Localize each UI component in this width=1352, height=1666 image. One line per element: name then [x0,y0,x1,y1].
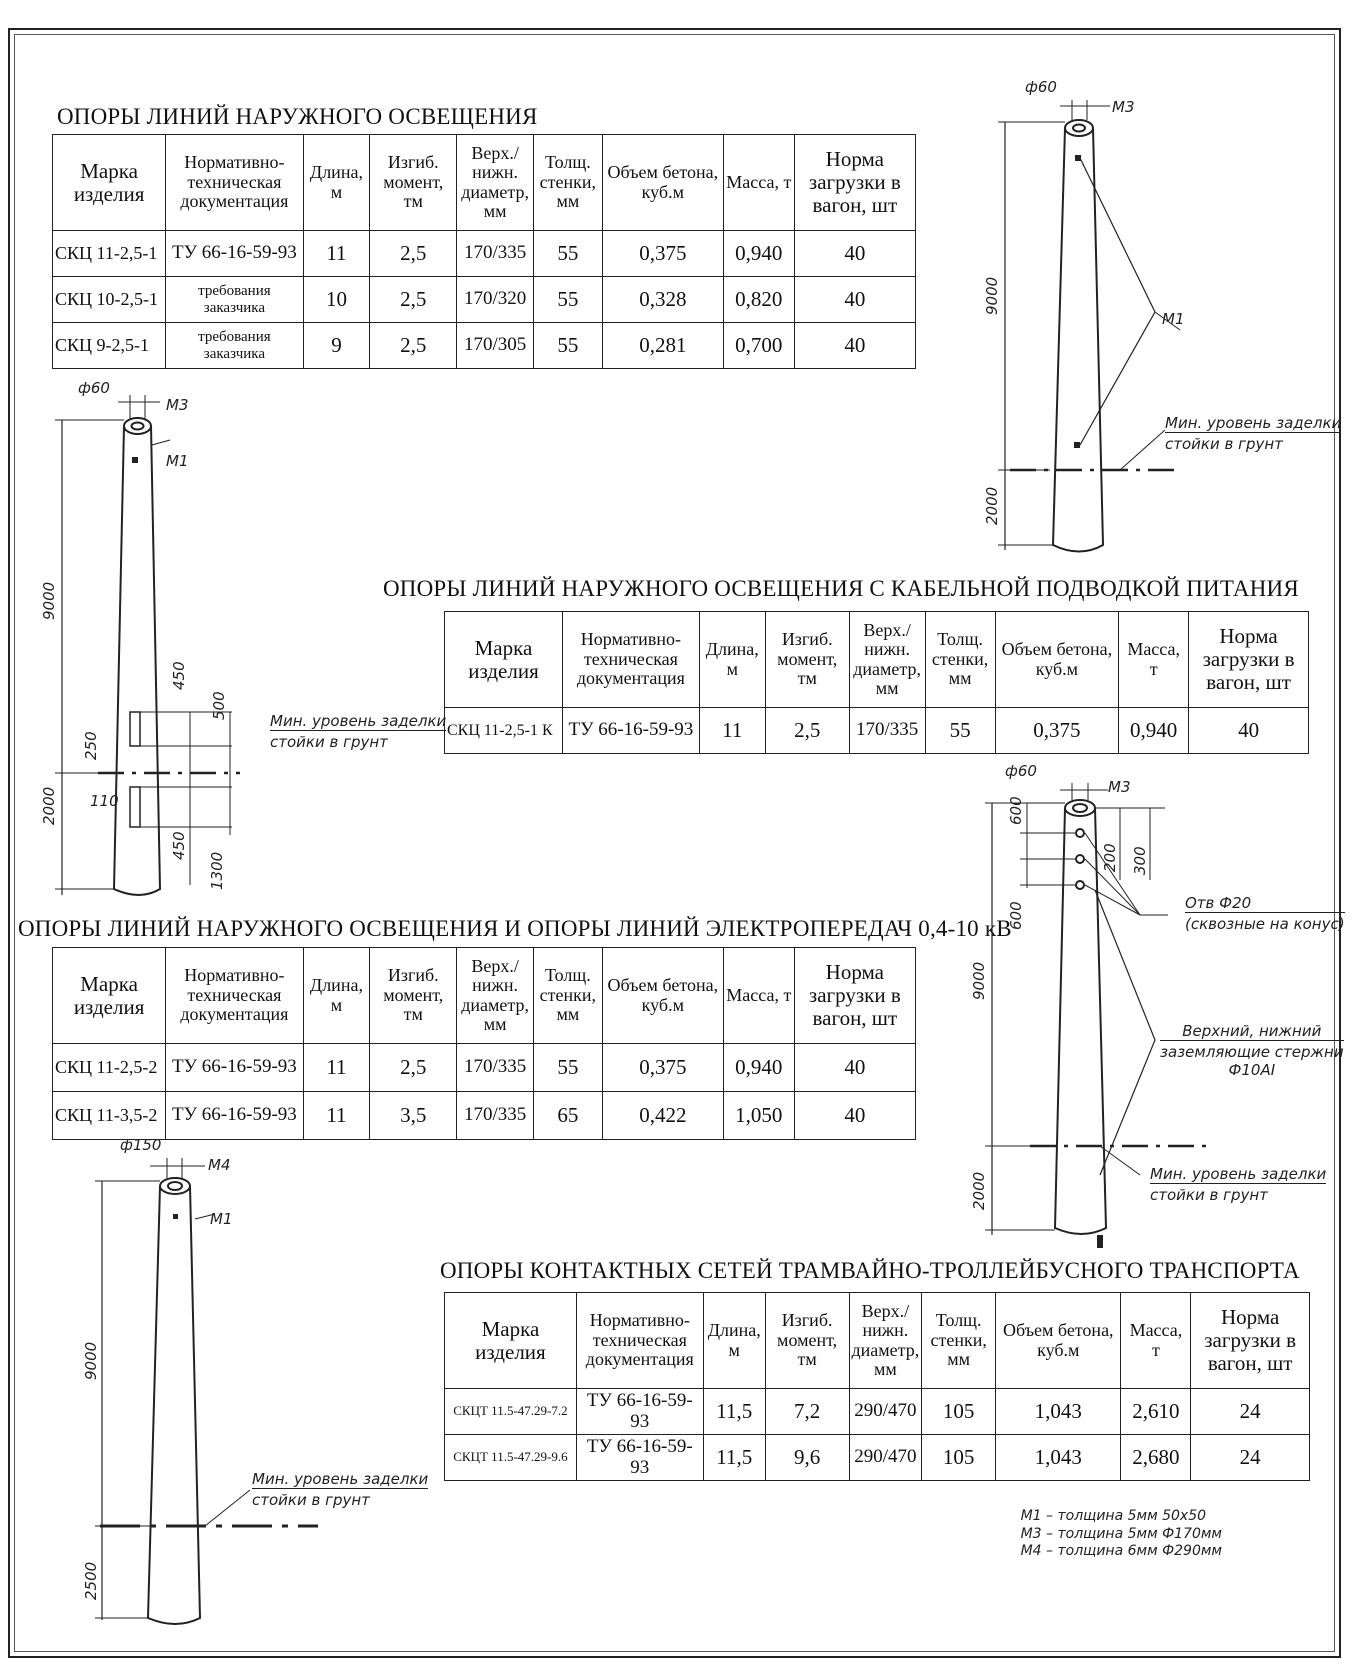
note-line: Мин. уровень заделки [270,712,447,730]
cell-volume: 0,375 [602,1044,723,1092]
cell-volume: 0,328 [602,277,723,323]
dim-label: 2000 [983,486,1001,525]
cell-volume: 0,422 [602,1092,723,1140]
table2-title: ОПОРЫ ЛИНИЙ НАРУЖНОГО ОСВЕЩЕНИЯ С КАБЕЛЬНОЙ ПОДВОДКОЙ ПИТАНИЯ [383,576,1299,601]
col-volume: Объем бетона, куб.м [602,135,723,231]
cell-diam: 290/470 [849,1435,922,1481]
col-load: Норма загрузки в вагон, шт [794,135,915,231]
col-diam: Верх./ нижн. диаметр, мм [457,135,534,231]
col-length: Длина, м [303,948,370,1044]
cell-mass: 2,680 [1121,1435,1191,1481]
cell-diam: 170/335 [849,708,925,754]
cell-doc: требования заказчика [166,277,303,323]
cell-volume: 0,375 [995,708,1119,754]
cell-wall: 55 [533,277,602,323]
table4-title: ОПОРЫ КОНТАКТНЫХ СЕТЕЙ ТРАМВАЙНО-ТРОЛЛЕЙБУСНОГО ТРАНСПОРТА [440,1258,1300,1283]
cell-mark: СКЦ 11-2,5-1 [53,231,166,277]
cell-moment: 2,5 [370,277,457,323]
col-diam: Верх./ нижн. диаметр, мм [849,1293,922,1389]
dim-label: М4 [208,1156,231,1174]
cell-mark: СКЦТ 11.5-47.29-9.6 [445,1435,577,1481]
cell-volume: 1,043 [996,1435,1121,1481]
table3-title: ОПОРЫ ЛИНИЙ НАРУЖНОГО ОСВЕЩЕНИЯ И ОПОРЫ ЛИНИЙ ЭЛЕКТРОПЕРЕДАЧ 0,4-10 кВ [18,916,1012,941]
cell-mass: 2,610 [1121,1389,1191,1435]
cell-doc: ТУ 66-16-59-93 [166,231,303,277]
cell-mass: 0,940 [723,231,794,277]
dim-label: 450 [170,661,188,690]
note-line: стойки в грунт [270,730,446,751]
dim-label: 110 [90,792,119,810]
dim-label: 600 [1007,796,1025,825]
cell-doc: ТУ 66-16-59-93 [166,1044,303,1092]
cell-mass: 0,820 [723,277,794,323]
cell-load: 24 [1191,1389,1310,1435]
ground-level-note-4 [252,1470,428,1509]
cell-mark: СКЦТ 11.5-47.29-7.2 [445,1389,577,1435]
col-wall: Толщ. стенки, мм [922,1293,996,1389]
cell-mark: СКЦ 11-2,5-1 К [445,708,563,754]
col-mark: Марка изделия [445,612,563,708]
table1-title: ОПОРЫ ЛИНИЙ НАРУЖНОГО ОСВЕЩЕНИЯ [57,104,538,129]
cell-wall: 105 [922,1389,996,1435]
cell-wall: 55 [533,1044,602,1092]
ground-level-note-1 [270,712,446,751]
dim-label: ф60 [1025,78,1057,96]
dim-label: 2000 [970,1171,988,1210]
cell-moment: 9,6 [765,1435,849,1481]
cell-wall: 55 [925,708,995,754]
col-diam: Верх./ нижн. диаметр, мм [849,612,925,708]
dim-label: ф150 [120,1136,162,1154]
note-line: Верхний, нижний [1182,1022,1322,1040]
col-length: Длина, м [703,1293,765,1389]
cell-length: 11 [303,1044,370,1092]
dim-label: 9000 [82,1341,100,1380]
dim-label: 500 [210,691,228,720]
col-mark: Марка изделия [445,1293,577,1389]
dim-label: М3 [1108,778,1131,796]
cell-wall: 55 [533,231,602,277]
dim-label: 450 [170,831,188,860]
col-moment: Изгиб. момент, тм [765,1293,849,1389]
dim-label: 300 [1131,846,1149,875]
cell-volume: 1,043 [996,1389,1121,1435]
legend-item: М1 – толщина 5мм 50х50 [1020,1508,1207,1524]
cell-moment: 2,5 [370,231,457,277]
grounding-rods-note [1160,1022,1344,1079]
cell-length: 10 [303,277,370,323]
cell-doc: ТУ 66-16-59-93 [576,1389,703,1435]
cell-mass: 1,050 [723,1092,794,1140]
cell-mass: 0,940 [723,1044,794,1092]
note-line: Мин. уровень заделки [1150,1165,1327,1183]
col-length: Длина, м [303,135,370,231]
hole-note [1185,894,1345,933]
cell-length: 11 [303,1092,370,1140]
cell-wall: 55 [533,323,602,369]
col-doc: Нормативно-техническая документация [576,1293,703,1389]
note-line: стойки в грунт [1150,1183,1326,1204]
legend-item: М4 – толщина 6мм Ф290мм [1020,1543,1222,1559]
dim-label: 1300 [208,851,226,890]
note-line: стойки в грунт [252,1488,428,1509]
cell-load: 40 [794,277,915,323]
cell-mark: СКЦ 9-2,5-1 [53,323,166,369]
cell-load: 40 [794,231,915,277]
dim-label: 200 [1101,843,1119,872]
cell-load: 40 [794,1044,915,1092]
col-wall: Толщ. стенки, мм [533,135,602,231]
col-doc: Нормативно-техническая документация [562,612,699,708]
dim-label: М3 [166,396,189,414]
dim-label: М1 [210,1210,233,1228]
col-wall: Толщ. стенки, мм [925,612,995,708]
cell-moment: 2,5 [370,1044,457,1092]
cell-moment: 7,2 [765,1389,849,1435]
col-diam: Верх./ нижн. диаметр, мм [457,948,534,1044]
pole-drawing-4 [95,1158,318,1624]
col-mark: Марка изделия [53,135,166,231]
col-doc: Нормативно-техническая документация [166,948,303,1044]
dim-label: 2500 [82,1561,100,1600]
col-length: Длина, м [699,612,765,708]
col-volume: Объем бетона, куб.м [995,612,1119,708]
dim-label: 9000 [983,276,1001,315]
col-mass: Масса, т [1121,1293,1191,1389]
dim-label: М3 [1112,98,1135,116]
col-mass: Масса, т [723,135,794,231]
ground-level-note-3 [1150,1165,1326,1204]
col-moment: Изгиб. момент, тм [370,135,457,231]
dim-label: 2000 [40,786,58,825]
cell-diam: 170/335 [457,1044,534,1092]
col-doc: Нормативно-техническая документация [166,135,303,231]
cell-diam: 170/335 [457,231,534,277]
cell-mark: СКЦ 10-2,5-1 [53,277,166,323]
cell-doc: ТУ 66-16-59-93 [166,1092,303,1140]
note-line: (сквозные на конус) [1185,912,1345,933]
dim-label: 9000 [970,961,988,1000]
legend [1021,1508,1222,1561]
cell-length: 11 [303,231,370,277]
cell-length: 9 [303,323,370,369]
note-line: Мин. уровень заделки [1165,414,1342,432]
cell-doc: ТУ 66-16-59-93 [576,1435,703,1481]
cell-diam: 170/320 [457,277,534,323]
pole-drawing-2 [998,100,1180,552]
col-moment: Изгиб. момент, тм [765,612,849,708]
cell-load: 40 [794,323,915,369]
cell-moment: 2,5 [765,708,849,754]
col-mass: Масса, т [723,948,794,1044]
col-mass: Масса, т [1119,612,1189,708]
cell-mark: СКЦ 11-3,5-2 [53,1092,166,1140]
dim-label: 9000 [40,581,58,620]
cell-mark: СКЦ 11-2,5-2 [53,1044,166,1092]
note-line: Мин. уровень заделки [252,1470,429,1488]
legend-item: М3 – толщина 5мм Ф170мм [1020,1525,1222,1542]
cell-volume: 0,281 [602,323,723,369]
cell-mass: 0,940 [1119,708,1189,754]
dim-label: 600 [1007,901,1025,930]
note-line: Отв Ф20 [1185,894,1252,912]
cell-load: 40 [794,1092,915,1140]
ground-level-note-2 [1165,414,1341,453]
note-line: заземляющие стержни [1160,1040,1344,1061]
col-moment: Изгиб. момент, тм [370,948,457,1044]
cell-volume: 0,375 [602,231,723,277]
cell-doc: требования заказчика [166,323,303,369]
cell-moment: 2,5 [370,323,457,369]
col-wall: Толщ. стенки, мм [533,948,602,1044]
cell-doc: ТУ 66-16-59-93 [562,708,699,754]
dim-label: ф60 [78,379,110,397]
cell-length: 11 [699,708,765,754]
cell-diam: 170/305 [457,323,534,369]
col-load: Норма загрузки в вагон, шт [1189,612,1309,708]
cell-mass: 0,700 [723,323,794,369]
cell-length: 11,5 [703,1435,765,1481]
cell-diam: 290/470 [849,1389,922,1435]
dim-label: М1 [166,452,189,470]
cell-length: 11,5 [703,1389,765,1435]
col-volume: Объем бетона, куб.м [602,948,723,1044]
note-line: стойки в грунт [1165,432,1341,453]
col-load: Норма загрузки в вагон, шт [1191,1293,1310,1389]
dim-label: 250 [82,731,100,760]
pole-drawing-1 [55,395,240,895]
col-volume: Объем бетона, куб.м [996,1293,1121,1389]
cell-diam: 170/335 [457,1092,534,1140]
dim-label: ф60 [1005,762,1037,780]
col-load: Норма загрузки в вагон, шт [794,948,915,1044]
cell-load: 24 [1191,1435,1310,1481]
cell-wall: 105 [922,1435,996,1481]
cell-moment: 3,5 [370,1092,457,1140]
cell-wall: 65 [533,1092,602,1140]
col-mark: Марка изделия [53,948,166,1044]
cell-load: 40 [1189,708,1309,754]
dim-label: М1 [1162,310,1185,328]
note-line: Ф10АI [1228,1061,1276,1079]
